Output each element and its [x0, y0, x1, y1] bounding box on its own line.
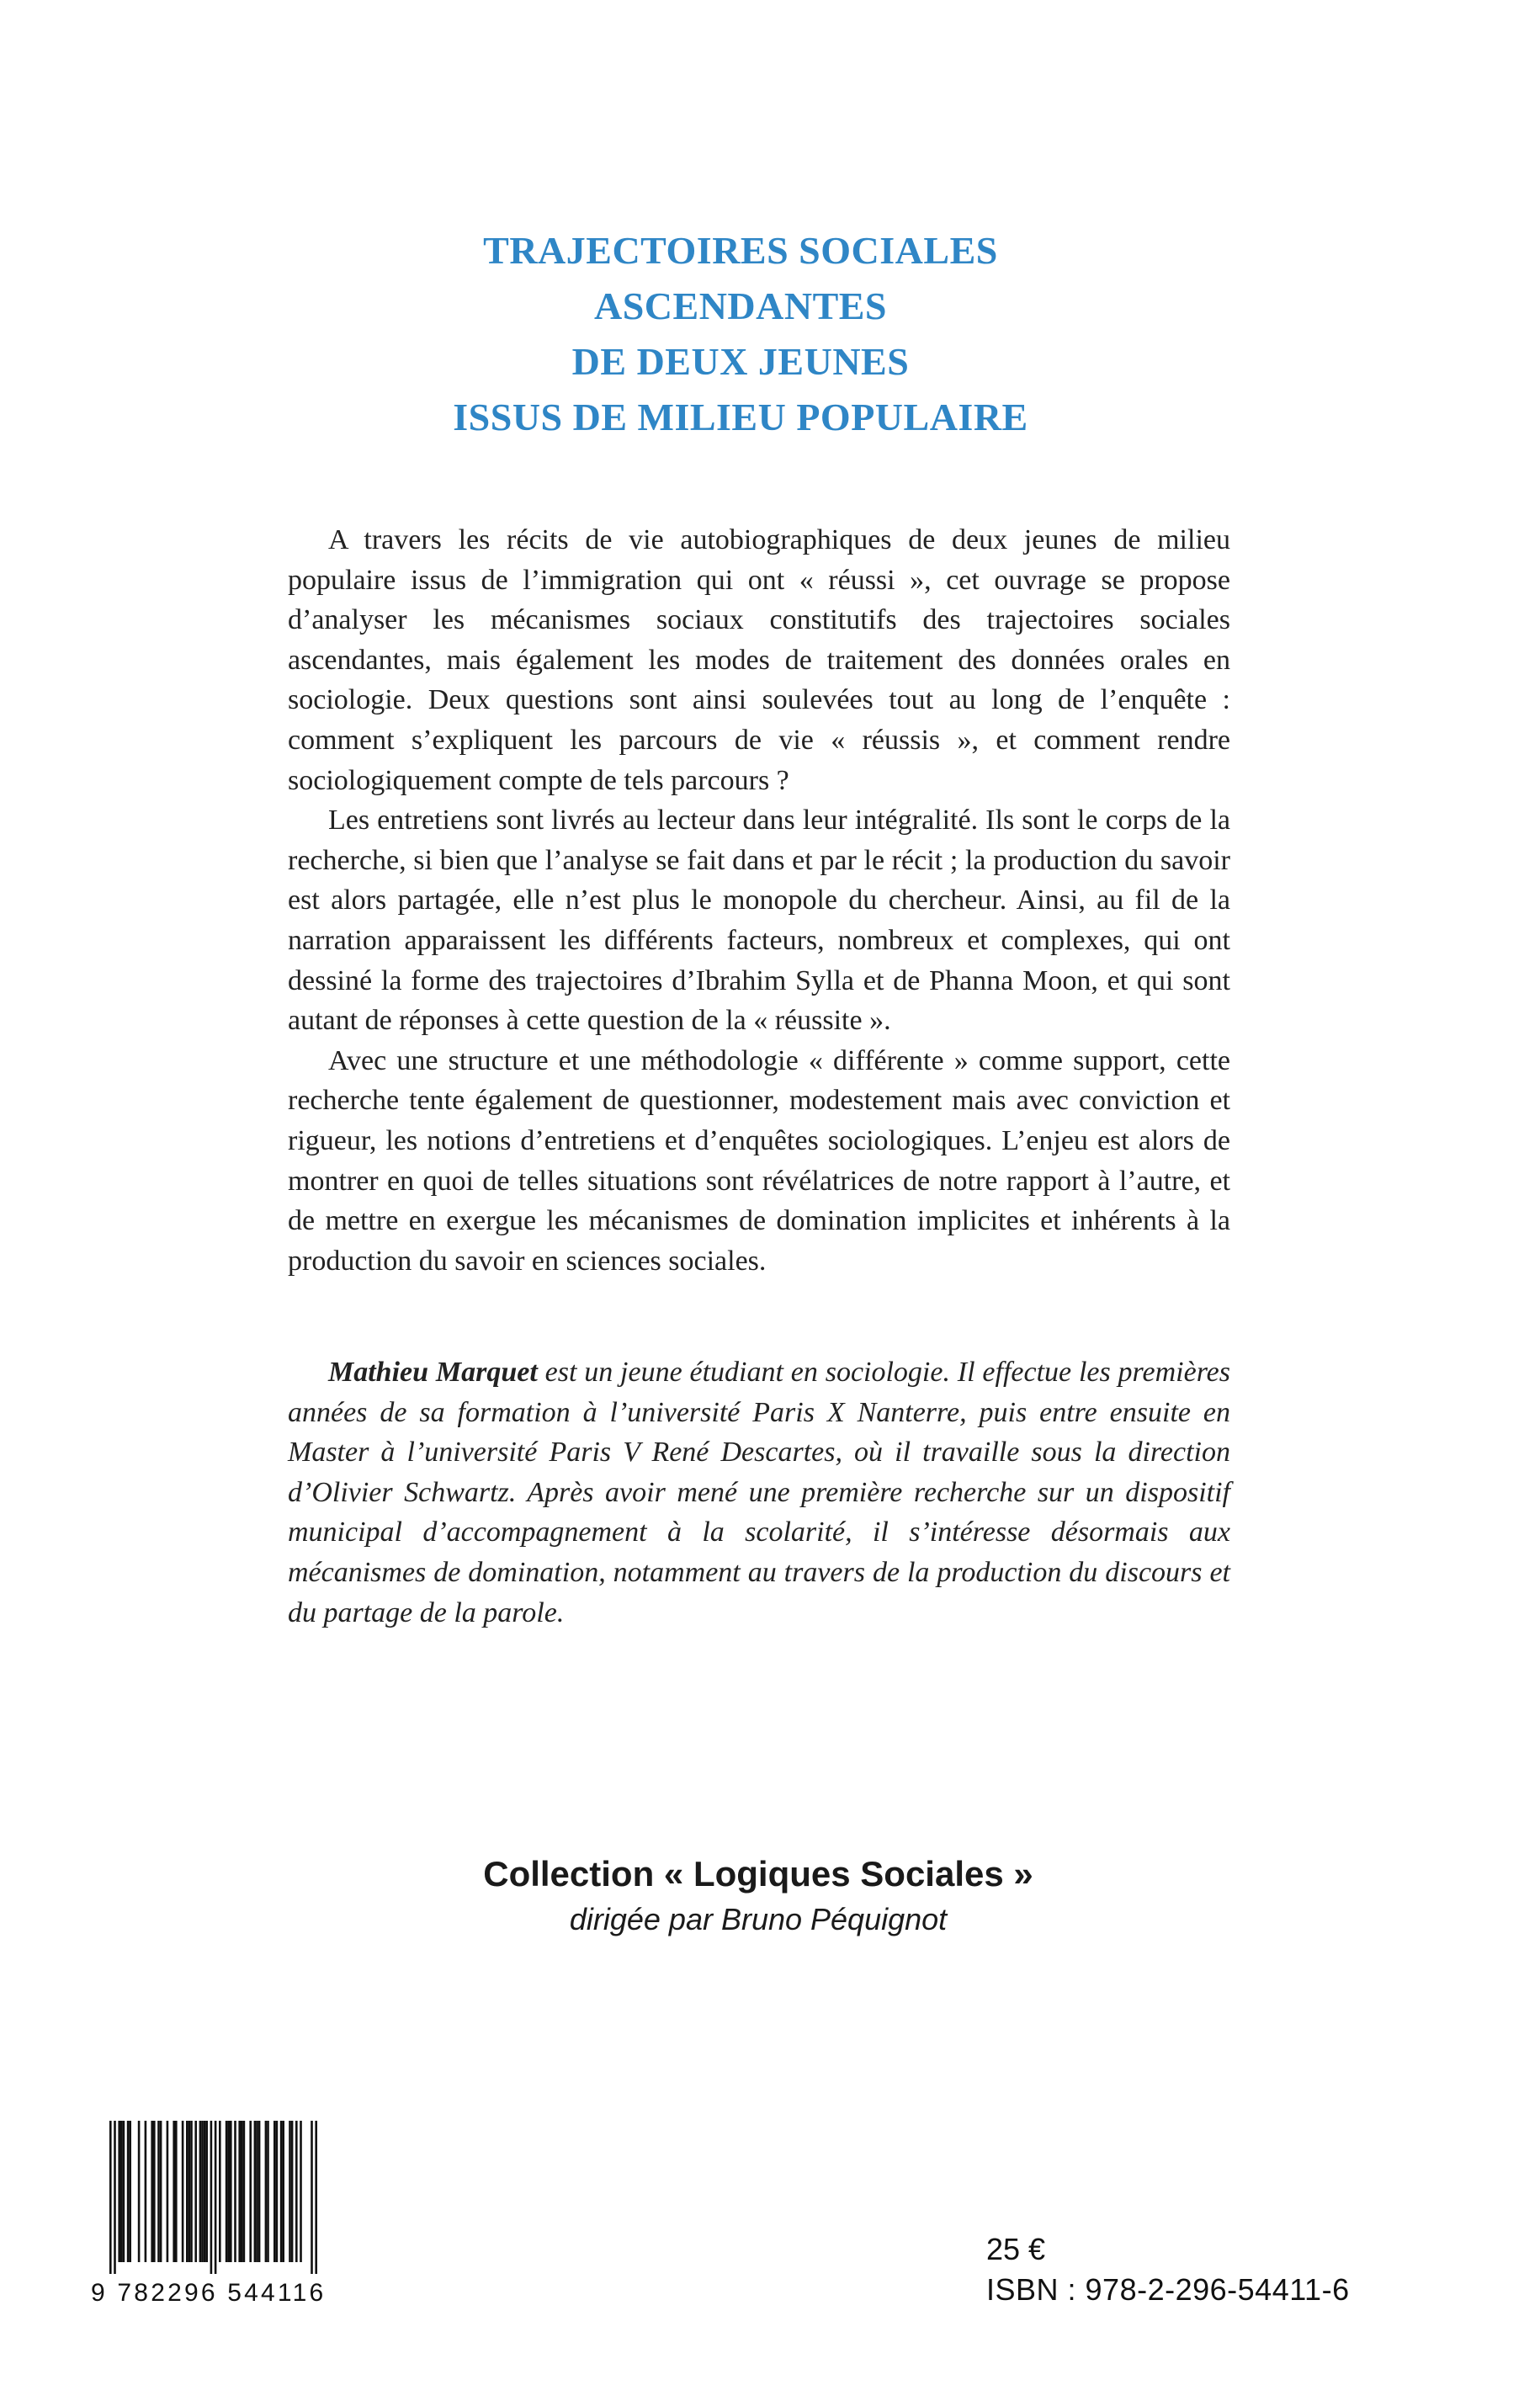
barcode-bar [205, 2121, 208, 2262]
barcode-bar [109, 2121, 112, 2274]
barcode-bar [190, 2121, 193, 2262]
barcode-bar [291, 2121, 294, 2262]
barcode-bar [186, 2121, 189, 2262]
barcode-bar [153, 2121, 156, 2262]
barcode-bar [182, 2121, 184, 2262]
summary-paragraph-1: A travers les récits de vie autobiographiques de deux jeunes de milieu populaire issus de l’immigration qui ont « réussi », cet ouvrage se propose d’analyser les mécanismes sociaux constitutifs des trajectoires sociales ascendantes, mais également les modes de traitement des données orales en sociologie. Deux questions sont ainsi soulevées tout au long de l’enquête : comment s’expliquent les parcours de vie « réussis », et comment rendre sociologiquement compte de tels parcours ? [288, 524, 1230, 796]
barcode-bar [238, 2121, 241, 2262]
barcode-bar [199, 2121, 202, 2262]
collection-name: Collection « Logiques Sociales » [483, 1854, 1033, 1894]
barcode-bar [204, 2121, 206, 2262]
barcode-bar [157, 2121, 160, 2262]
barcode-bar [289, 2121, 291, 2262]
barcode-bar [160, 2121, 162, 2262]
barcode-bar [210, 2121, 213, 2274]
barcode-bar [258, 2121, 261, 2262]
title-line-1: TRAJECTOIRES SOCIALES [483, 229, 998, 272]
barcode-bar [227, 2121, 230, 2262]
barcode-bar [118, 2121, 120, 2262]
barcode-digits: 9 782296 544116 [91, 2279, 327, 2307]
barcode-bar [273, 2121, 276, 2262]
author-bio-text: est un jeune étudiant en sociologie. Il effectue les premières années de sa formation à l’université Paris X Nanterre, puis entre ensuite en Master à l’université Paris V René Descartes, où il travaille sous la direction d’Olivier Schwartz. Après avoir mené une première recherche sur un dispositif municipal d’accompagnement à la scolarité, il s’intéresse désormais aux mécanismes de domination, notamment au travers de la production du discours et du partage de la parole. [288, 1357, 1230, 1628]
barcode-bar [215, 2121, 217, 2274]
barcode-bar [114, 2121, 116, 2274]
barcode-bar [194, 2121, 197, 2262]
barcode-bar [295, 2121, 298, 2262]
author-bio [288, 1352, 1230, 1633]
barcode-bar [265, 2121, 268, 2262]
barcode-bar [234, 2121, 236, 2262]
barcode-bar [256, 2121, 258, 2262]
title-line-2: ASCENDANTES [593, 284, 888, 327]
barcode-bar [138, 2121, 141, 2262]
barcode-bar [267, 2121, 269, 2262]
summary-paragraph-2: Les entretiens sont livrés au lecteur dans leur intégralité. Ils sont le corps de la recherche, si bien que l’analyse se fait dans et par le récit ; la production du savoir est alors partagée, elle n’est plus le monopole du chercheur. Ainsi, au fil de la narration apparaissent les différents facteurs, nombreux et complexes, qui ont dessiné la forme des trajectoires d’Ibrahim Sylla et de Phanna Moon, et qui sont autant de réponses à cette question de la « réussite ». [288, 805, 1230, 1037]
barcode-bar [230, 2121, 232, 2262]
barcode-bar [254, 2121, 257, 2262]
collection-director: dirigée par Bruno Péquignot [569, 1902, 948, 1936]
barcode-bar [123, 2121, 125, 2262]
barcode-bar [315, 2121, 317, 2274]
barcode-bar [300, 2121, 302, 2262]
barcode-bar [249, 2121, 252, 2262]
barcode-bar [175, 2121, 178, 2262]
price: 25 € [986, 2232, 1046, 2266]
book-summary [288, 520, 1230, 1281]
barcode-bar [151, 2121, 153, 2262]
barcode-bar [127, 2121, 130, 2262]
barcode-bar [276, 2121, 279, 2262]
title-line-4: ISSUS DE MILIEU POPULAIRE [453, 396, 1028, 438]
barcode-bar [226, 2121, 228, 2262]
title-line-3: DE DEUX JEUNES [571, 340, 910, 383]
barcode [91, 2121, 343, 2306]
isbn: ISBN : 978-2-296-54411-6 [986, 2272, 1350, 2307]
barcode-bar [129, 2121, 131, 2262]
barcode-bar [311, 2121, 313, 2274]
barcode-bar [219, 2121, 221, 2262]
barcode-bar [173, 2121, 175, 2262]
barcode-bars [91, 2121, 343, 2274]
barcode-bar [120, 2121, 123, 2262]
barcode-bar [201, 2121, 204, 2262]
barcode-bar [241, 2121, 243, 2262]
book-title [0, 223, 1481, 445]
barcode-bar [145, 2121, 147, 2262]
author-bio-paragraph [288, 1352, 1230, 1633]
author-name: Mathieu Marquet [328, 1357, 538, 1388]
barcode-bar [280, 2121, 283, 2262]
barcode-bar [167, 2121, 169, 2262]
barcode-bar [189, 2121, 191, 2262]
summary-paragraph-3: Avec une structure et une méthodologie « différente » comme support, cette recherche tente également de questionner, modestement mais avec conviction et rigueur, les notions d’entretiens et d’enquêtes sociologiques. L’enjeu est alors de montrer en quoi de telles situations sont révélatrices de notre rapport à l’autre, et de mettre en exergue les mécanismes de domination implicites et inhérents à la production du savoir en sciences sociales. [288, 1044, 1230, 1277]
barcode-bar [243, 2121, 246, 2262]
barcode-bar [282, 2121, 284, 2262]
